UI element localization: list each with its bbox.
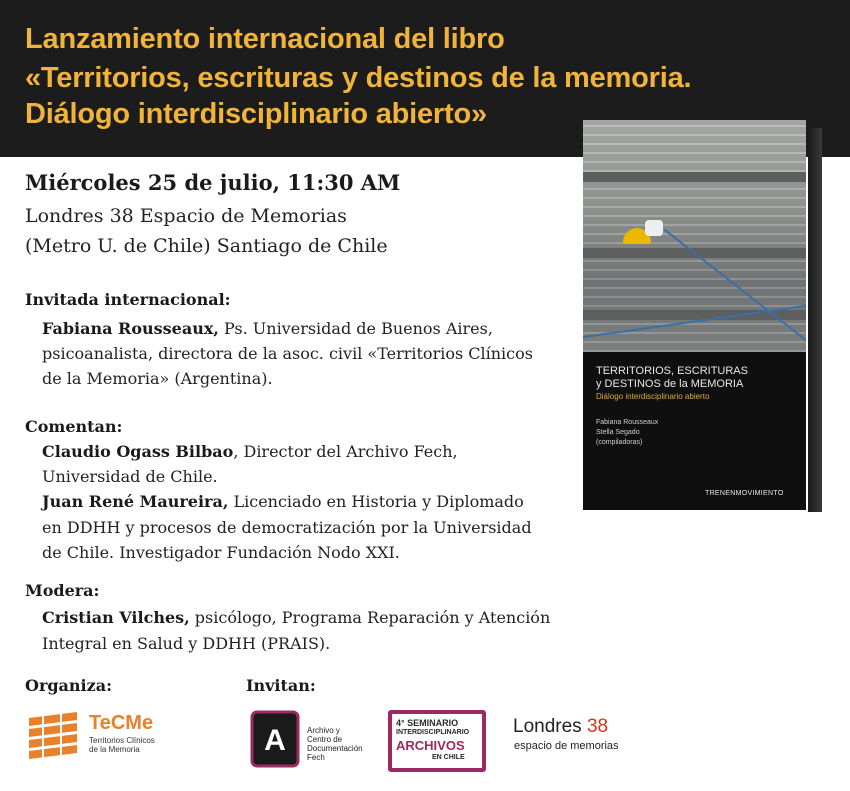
commenter-1-text: , Director del Archivo Fech, bbox=[233, 442, 458, 461]
commenter-2-text: Licenciado en Historia y Diplomado bbox=[228, 492, 524, 511]
londres38-word: Londres bbox=[513, 716, 587, 737]
commenter-2-line-1 bbox=[42, 492, 524, 511]
banner-title-line-2: «Territorios, escrituras y destinos de la memoria. bbox=[25, 62, 692, 94]
guest-line-3: de la Memoria» (Argentina). bbox=[42, 369, 273, 388]
banner-title-line-1: Lanzamiento internacional del libro bbox=[25, 23, 505, 55]
book-compilers-note: (compiladoras) bbox=[596, 439, 643, 446]
commenter-2-line-2: en DDHH y procesos de democratización por la Universidad bbox=[42, 518, 532, 537]
seminario-country: EN CHILE bbox=[432, 754, 465, 761]
banner-title-line-3: Diálogo interdisciplinario abierto» bbox=[25, 98, 487, 130]
book-subtitle: Diálogo interdisciplinario abierto bbox=[596, 392, 710, 401]
seminario-number: 4° SEMINARIO bbox=[396, 718, 459, 728]
guest-line-2: psicoanalista, directora de la asoc. civil «Territorios Clínicos bbox=[42, 344, 533, 363]
commenter-1-line-1 bbox=[42, 442, 458, 461]
book-author-2: Stella Segado bbox=[596, 429, 640, 436]
guest-line-1 bbox=[42, 319, 493, 338]
fech-text-4: Fech bbox=[307, 753, 325, 762]
tecme-subtitle-2: de la Memoria bbox=[89, 745, 140, 754]
seminario-archivos-logo bbox=[388, 710, 486, 772]
tecme-logo bbox=[25, 712, 205, 760]
book-author-1: Fabiana Rousseaux bbox=[596, 419, 659, 426]
fech-a-icon bbox=[250, 710, 300, 768]
book-title bbox=[596, 365, 748, 391]
commenter-1-line-2: Universidad de Chile. bbox=[42, 467, 218, 486]
guest-text-1: Ps. Universidad de Buenos Aires, bbox=[218, 319, 493, 338]
commenter-1-name: Claudio Ogass Bilbao bbox=[42, 442, 234, 461]
tecme-subtitle-1: Territorios Clínicos bbox=[89, 736, 155, 745]
archivo-fech-logo bbox=[250, 710, 375, 768]
fech-text-2: Centro de bbox=[307, 735, 343, 744]
seminario-archivos: ARCHIVOS bbox=[396, 738, 465, 753]
svg-text:A: A bbox=[264, 724, 286, 757]
moderator-line-1 bbox=[42, 608, 550, 627]
event-venue: Londres 38 Espacio de Memorias bbox=[25, 205, 347, 227]
moderator-label: Modera: bbox=[25, 581, 100, 600]
moderator-name: Cristian Vilches, bbox=[42, 608, 190, 627]
organiza-label: Organiza: bbox=[25, 676, 112, 695]
bag-icon bbox=[645, 220, 663, 236]
invitan-label: Invitan: bbox=[246, 676, 316, 695]
londres38-logo bbox=[513, 716, 633, 760]
comment-label: Comentan: bbox=[25, 417, 123, 436]
tecme-mark-icon bbox=[25, 712, 81, 760]
book-publisher: TRENENMOVIMIENTO bbox=[705, 490, 784, 497]
book-spine bbox=[808, 128, 822, 512]
book-cover bbox=[583, 120, 806, 510]
book-cover-text-area bbox=[583, 352, 806, 510]
fech-text-3: Documentación bbox=[307, 744, 363, 753]
event-location: (Metro U. de Chile) Santiago de Chile bbox=[25, 235, 388, 257]
londres38-name bbox=[513, 716, 608, 738]
moderator-text: psicólogo, Programa Reparación y Atención bbox=[189, 608, 551, 627]
tecme-name: TeCMe bbox=[89, 712, 154, 734]
commenter-2-name: Juan René Maureira, bbox=[42, 492, 229, 511]
guest-label: Invitada internacional: bbox=[25, 290, 231, 309]
book-title-line-1: TERRITORIOS, ESCRITURAS bbox=[596, 365, 748, 377]
commenter-2-line-3: de Chile. Investigador Fundación Nodo XXI. bbox=[42, 543, 400, 562]
event-date: Miércoles 25 de julio, 11:30 AM bbox=[25, 170, 401, 195]
fech-text-1: Archivo y bbox=[307, 726, 340, 735]
book-title-line-2: y DESTINOS de la MEMORIA bbox=[596, 378, 744, 390]
moderator-line-2: Integral en Salud y DDHH (PRAIS). bbox=[42, 634, 331, 653]
londres38-subtitle: espacio de memorias bbox=[514, 740, 619, 752]
guest-name: Fabiana Rousseaux, bbox=[42, 319, 219, 338]
seminario-type: INTERDISCIPLINARIO bbox=[396, 729, 470, 736]
londres38-number: 38 bbox=[586, 716, 609, 737]
book-cover-photo bbox=[583, 120, 806, 352]
